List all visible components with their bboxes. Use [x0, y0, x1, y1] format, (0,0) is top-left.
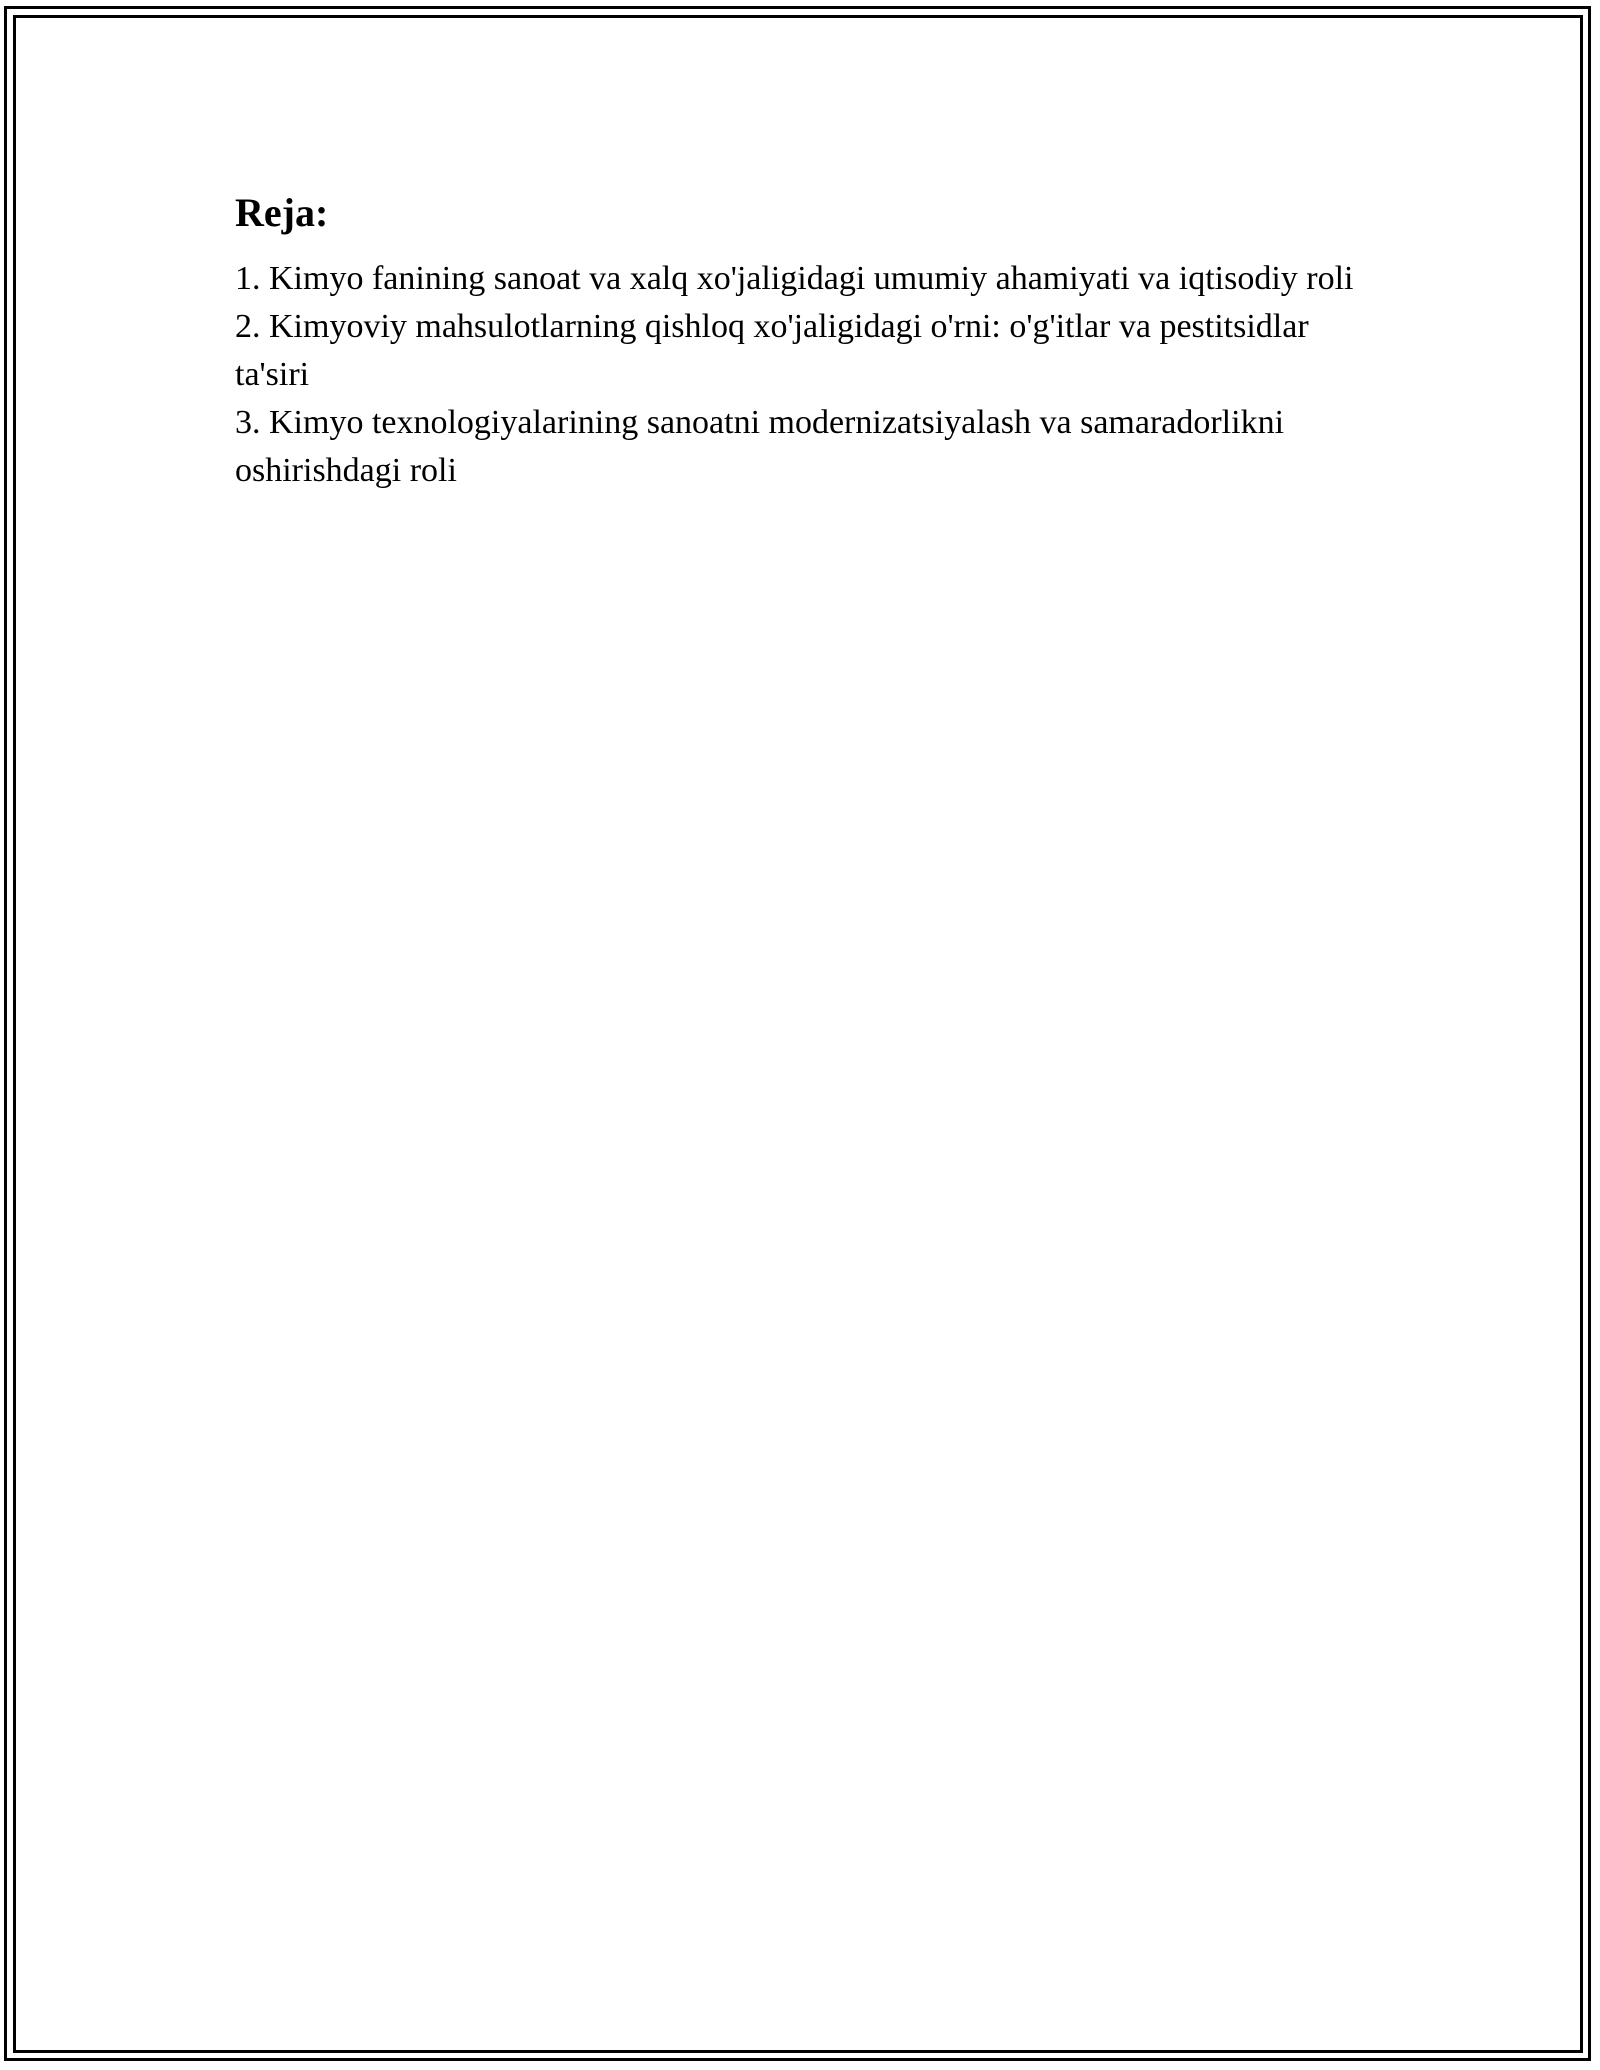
plan-list [235, 255, 1385, 495]
plan-heading: Reja: [235, 190, 329, 235]
plan-item-2: 2. Kimyoviy mahsulotlarning qishloq xo'jaligidagi o'rni: o'g'itlar va pestitsidlar ta'siri [235, 308, 1309, 393]
plan-item-1: 1. Kimyo fanining sanoat va xalq xo'jaligidagi umumiy ahamiyati va iqtisodiy roli [235, 260, 1354, 297]
plan-item-3: 3. Kimyo texnologiyalarining sanoatni modernizatsiyalash va samaradorlikni oshirishdagi roli [235, 404, 1285, 489]
page-content [235, 183, 1385, 495]
